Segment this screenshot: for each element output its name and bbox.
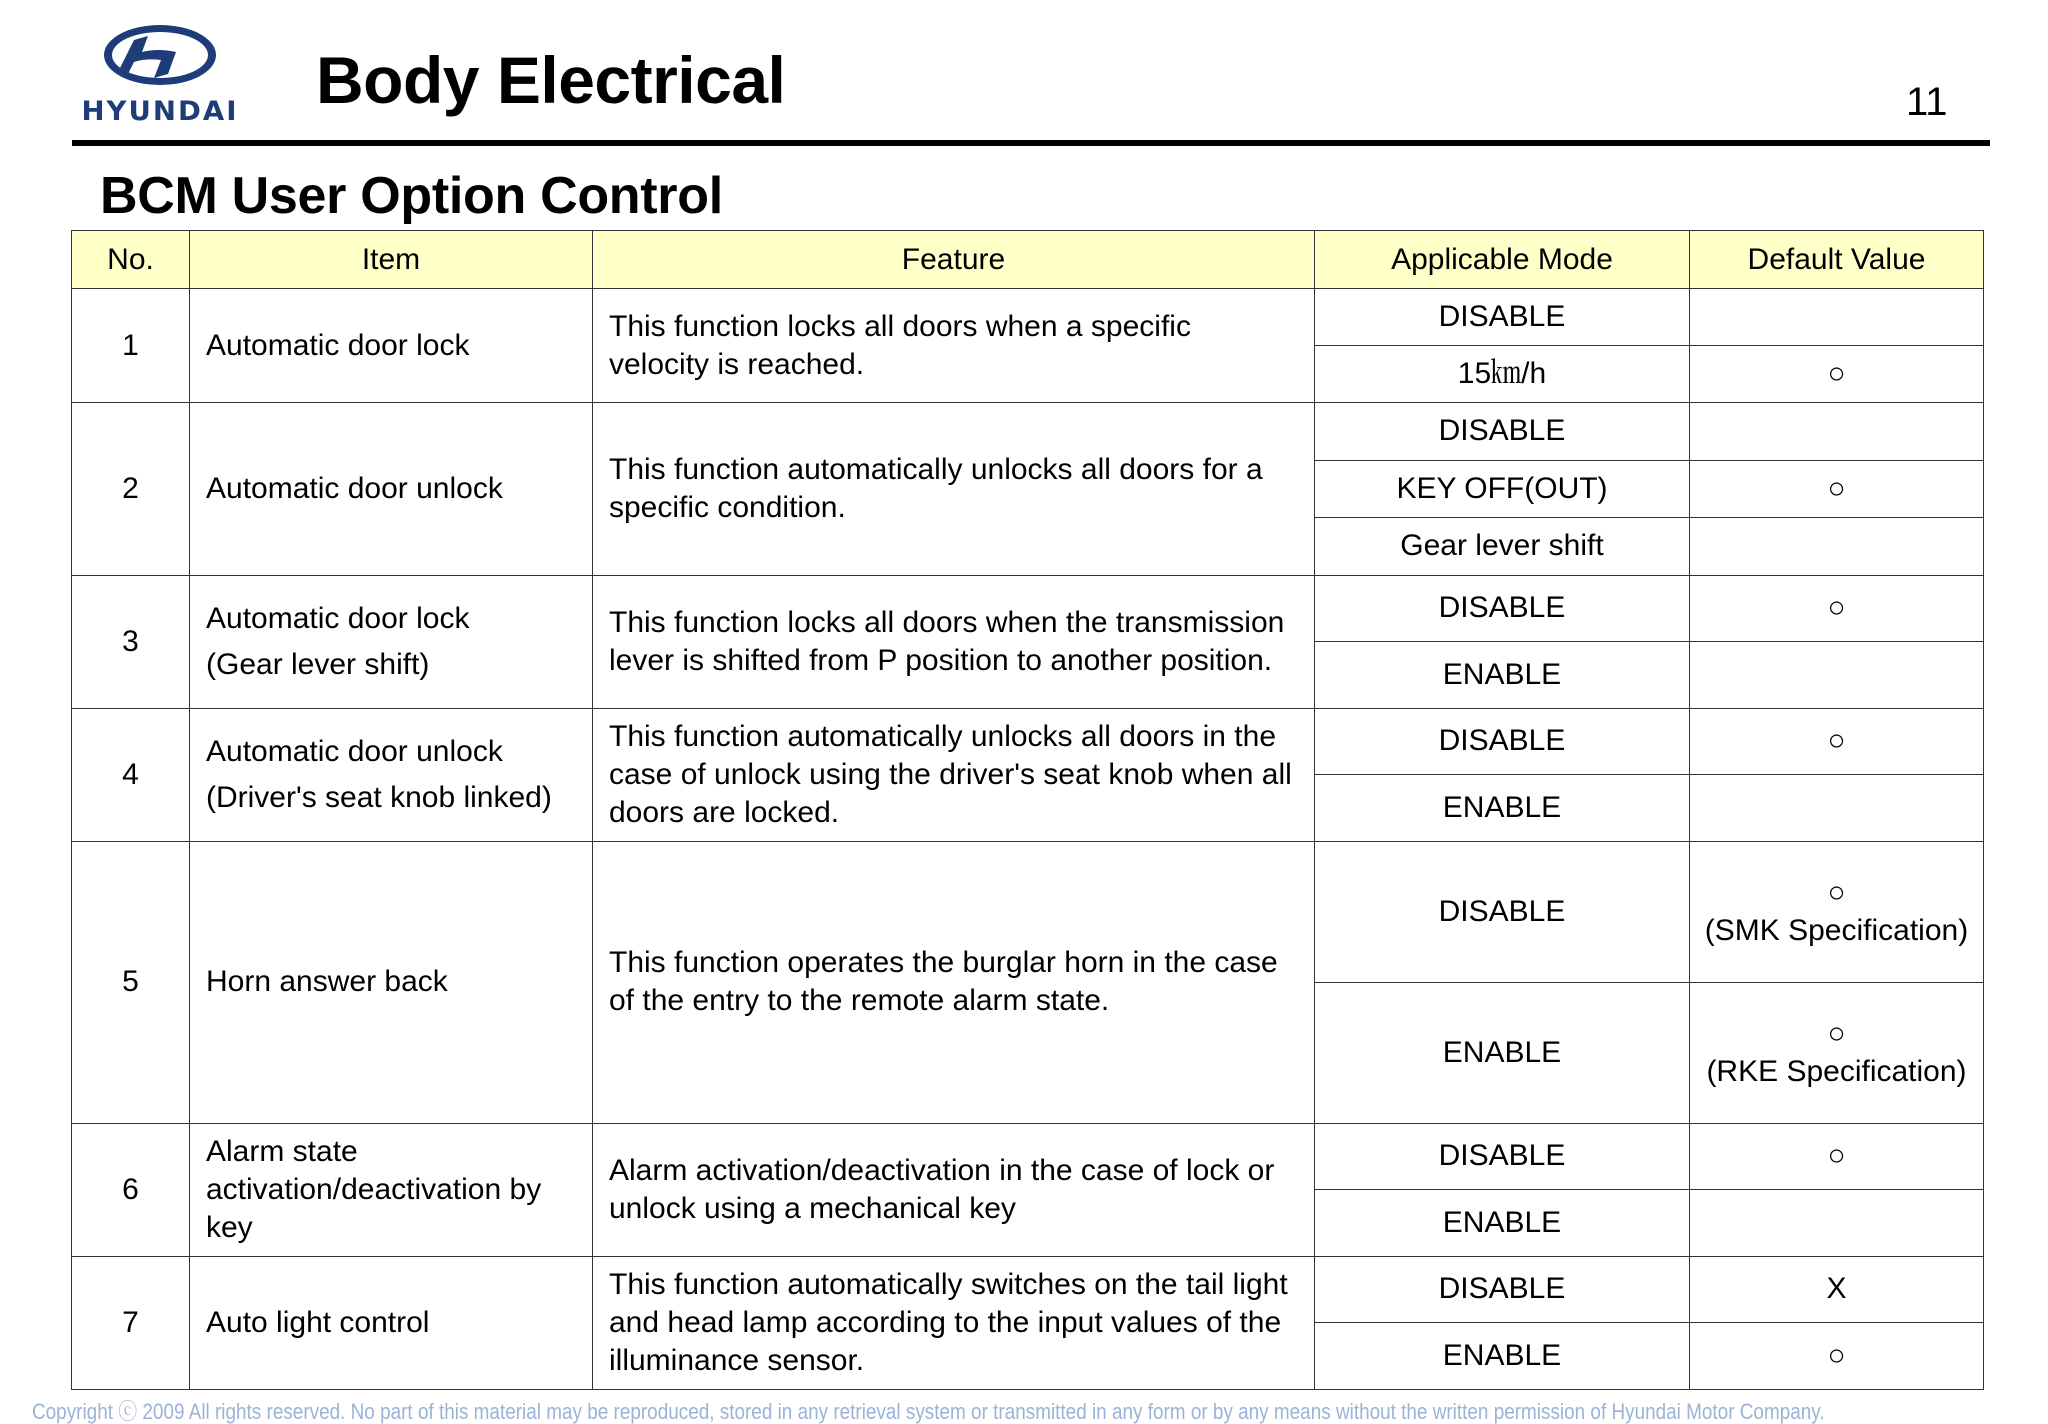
default-cell: [1690, 518, 1984, 576]
default-cell: [1690, 642, 1984, 709]
default-cell: [1690, 289, 1984, 346]
mode-cell: KEY OFF(OUT): [1315, 460, 1690, 518]
row-item: Automatic door lock: [190, 289, 593, 403]
column-header-default-value: Default Value: [1690, 231, 1984, 289]
row-feature: Alarm activation/deactivation in the case of lock or unlock using a mechanical key: [593, 1123, 1315, 1256]
row-number: 6: [72, 1123, 190, 1256]
default-cell: X: [1690, 1256, 1984, 1323]
bcm-options-table: [71, 230, 1984, 1390]
column-header-applicable-mode: Applicable Mode: [1315, 231, 1690, 289]
mode-cell: Gear lever shift: [1315, 518, 1690, 576]
mode-cell: DISABLE: [1315, 575, 1690, 642]
default-mark: ○: [1827, 1016, 1846, 1050]
table-row: [72, 841, 1984, 982]
row-number: 5: [72, 841, 190, 1123]
mode-cell: DISABLE: [1315, 403, 1690, 461]
default-cell: [1690, 1190, 1984, 1257]
row-feature: This function automatically switches on the tail light and head lamp according to the input values of the illuminance sensor.: [593, 1256, 1315, 1389]
default-note: (SMK Specification): [1704, 913, 1969, 947]
row-item-line: Automatic door lock: [206, 601, 470, 635]
default-cell: [1690, 775, 1984, 842]
row-number: 2: [72, 403, 190, 576]
mode-cell: ENABLE: [1315, 775, 1690, 842]
mode-cell: DISABLE: [1315, 841, 1690, 982]
row-feature: This function operates the burglar horn in the case of the entry to the remote alarm state.: [593, 841, 1315, 1123]
default-cell: [1690, 841, 1984, 982]
table-row: [72, 403, 1984, 461]
page-number: 11: [1906, 80, 1948, 124]
mode-cell: DISABLE: [1315, 708, 1690, 775]
row-item: Auto light control: [190, 1256, 593, 1389]
mode-cell: ENABLE: [1315, 1190, 1690, 1257]
page-header-title: Body Electrical: [316, 43, 786, 117]
row-item: Automatic door unlock: [190, 403, 593, 576]
column-header-item: Item: [190, 231, 593, 289]
brand-wordmark: HYUNDAI: [81, 96, 239, 127]
row-feature: This function locks all doors when the transmission lever is shifted from P position to another position.: [593, 575, 1315, 708]
mode-cell: DISABLE: [1315, 1256, 1690, 1323]
row-feature: This function locks all doors when a specific velocity is reached.: [593, 289, 1315, 403]
mode-cell: ENABLE: [1315, 642, 1690, 709]
row-number: 1: [72, 289, 190, 403]
table-row: [72, 575, 1984, 642]
default-cell: [1690, 403, 1984, 461]
row-item: Alarm state activation/deactivation by key: [190, 1123, 593, 1256]
default-cell: ○: [1690, 1123, 1984, 1190]
default-cell: ○: [1690, 460, 1984, 518]
column-header-feature: Feature: [593, 231, 1315, 289]
row-number: 3: [72, 575, 190, 708]
default-cell: ○: [1690, 708, 1984, 775]
mode-cell: DISABLE: [1315, 1123, 1690, 1190]
row-item: Horn answer back: [190, 841, 593, 1123]
mode-cell: DISABLE: [1315, 289, 1690, 346]
row-number: 7: [72, 1256, 190, 1389]
table-row: [72, 1123, 1984, 1190]
section-title: BCM User Option Control: [100, 167, 723, 225]
copyright-footer: Copyright ⓒ 2009 All rights reserved. No part of this material may be reproduced, stored in any retrieval system or transmitted in any form or by any means without the written permission of Hyundai Motor Company.: [32, 1399, 1825, 1424]
row-number: 4: [72, 708, 190, 841]
default-cell: ○: [1690, 346, 1984, 403]
hyundai-logo: [64, 22, 256, 130]
mode-cell: ENABLE: [1315, 982, 1690, 1123]
row-item: [190, 708, 593, 841]
row-item-line: (Driver's seat knob linked): [206, 780, 552, 814]
table-row: [72, 289, 1984, 346]
row-item-line: (Gear lever shift): [206, 647, 430, 681]
table-row: [72, 1256, 1984, 1323]
row-item-line: Automatic door unlock: [206, 734, 503, 768]
header-divider: [72, 140, 1990, 146]
default-cell: [1690, 982, 1984, 1123]
default-mark: ○: [1827, 875, 1846, 909]
mode-cell: 15㎞/h: [1315, 346, 1690, 403]
default-cell: ○: [1690, 575, 1984, 642]
table-header-row: [72, 231, 1984, 289]
default-cell: ○: [1690, 1323, 1984, 1390]
row-feature: This function automatically unlocks all doors in the case of unlock using the driver's seat knob when all doors are locked.: [593, 708, 1315, 841]
column-header-no: No.: [72, 231, 190, 289]
mode-cell: ENABLE: [1315, 1323, 1690, 1390]
row-item: [190, 575, 593, 708]
hyundai-emblem-icon: [64, 22, 256, 94]
row-feature: This function automatically unlocks all doors for a specific condition.: [593, 403, 1315, 576]
default-note: (RKE Specification): [1706, 1054, 1967, 1088]
table-row: [72, 708, 1984, 775]
